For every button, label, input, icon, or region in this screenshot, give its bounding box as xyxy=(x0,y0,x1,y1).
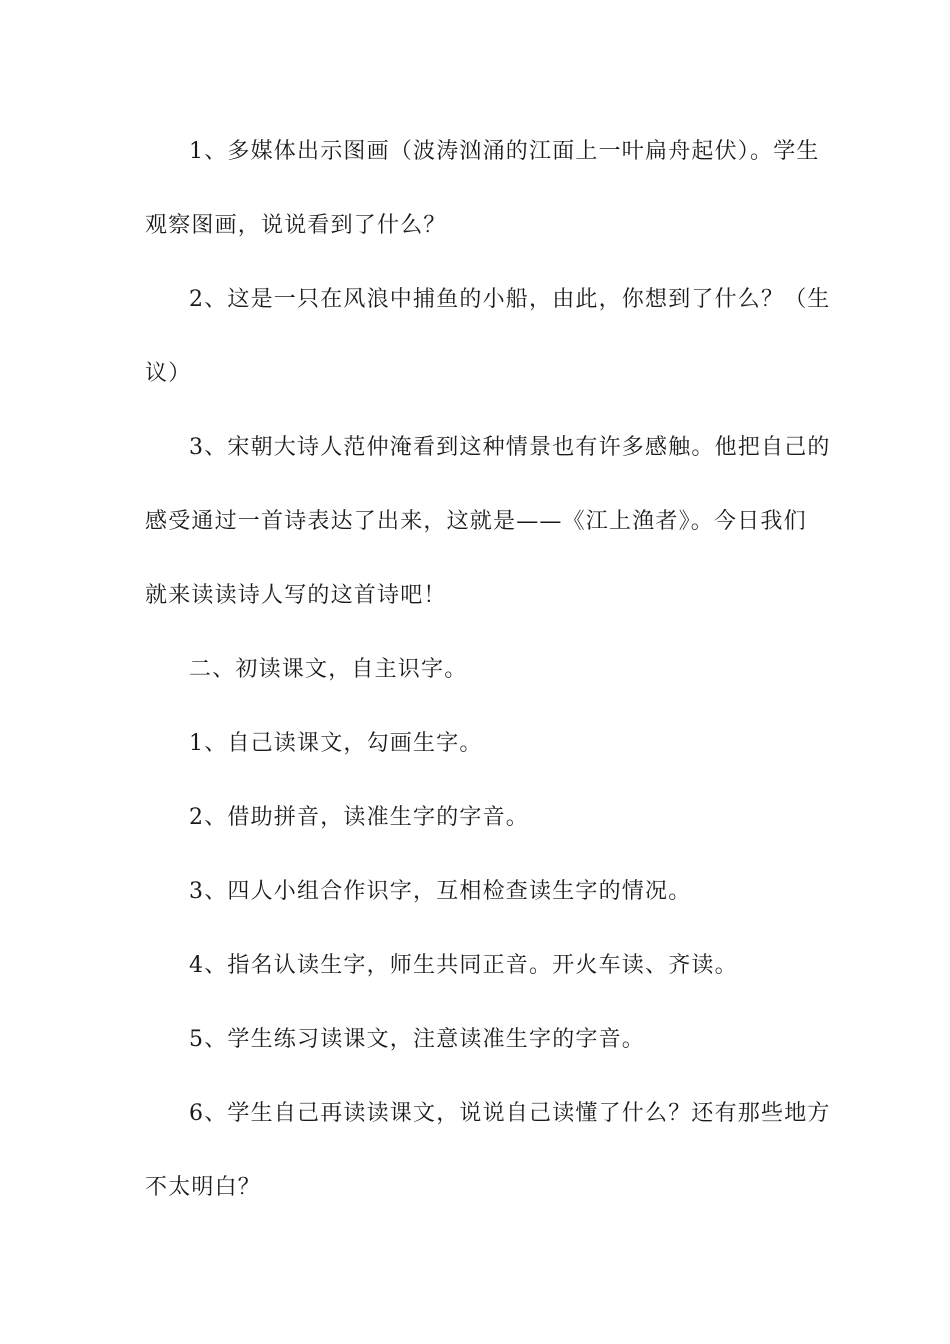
section-heading: 二、初读课文，自主识字。 xyxy=(189,657,468,682)
paragraph-line: 3、宋朝大诗人范仲淹看到这种情景也有许多感触。他把自己的 xyxy=(189,435,831,460)
paragraph-line: 1、多媒体出示图画（波涛汹涌的江面上一叶扁舟起伏）。学生 xyxy=(189,139,820,164)
paragraph-line: 5、学生练习读课文，注意读准生字的字音。 xyxy=(189,1027,645,1052)
paragraph-line: 2、借助拼音，读准生字的字音。 xyxy=(189,805,529,830)
paragraph-line: 1、自己读课文，勾画生字。 xyxy=(189,731,483,756)
paragraph-line: 感受通过一首诗表达了出来，这就是——《江上渔者》。今日我们 xyxy=(145,509,807,534)
paragraph-line: 2、这是一只在风浪中捕鱼的小船，由此，你想到了什么？（生 xyxy=(189,287,831,312)
paragraph-line: 3、四人小组合作识字，互相检查读生字的情况。 xyxy=(189,879,692,904)
paragraph-line: 观察图画，说说看到了什么？ xyxy=(145,213,447,238)
paragraph-line: 6、学生自己再读读课文，说说自己读懂了什么？还有那些地方 xyxy=(189,1101,831,1126)
paragraph-line: 就来读读诗人写的这首诗吧！ xyxy=(145,583,447,608)
paragraph-line: 议） xyxy=(145,361,192,386)
paragraph-line: 不太明白？ xyxy=(145,1175,262,1200)
paragraph-line: 4、指名认读生字，师生共同正音。开火车读、齐读。 xyxy=(189,953,738,978)
